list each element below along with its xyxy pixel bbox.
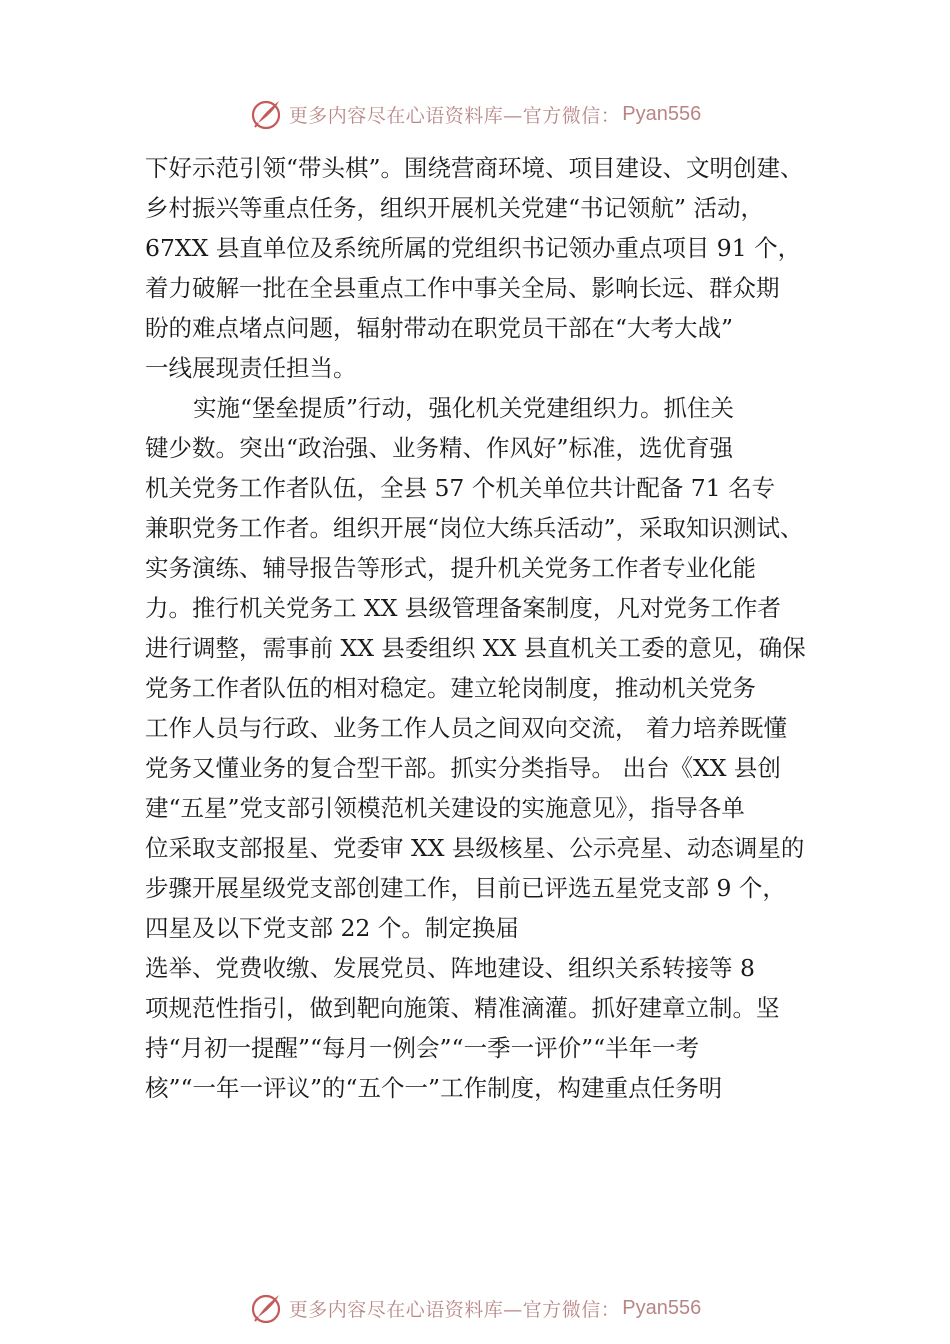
text-line: 位采取支部报星、党委审 XX 县级核星、公示亮星、动态调星的 bbox=[145, 834, 805, 862]
header-watermark bbox=[0, 94, 950, 134]
text-line: 机关党务工作者队伍，全县 57 个机关单位共计配备 71 名专 bbox=[145, 474, 776, 502]
text-line: 67XX 县直单位及系统所属的党组织书记领办重点项目 91 个， bbox=[145, 234, 802, 262]
text-line: 步骤开展星级党支部创建工作，目前已评选五星党支部 9 个， bbox=[145, 874, 786, 902]
paragraph-2 bbox=[145, 388, 835, 1108]
text-line: 实务演练、辅导报告等形式，提升机关党务工作者专业化能 bbox=[145, 554, 756, 582]
text-line: 党务工作者队伍的相对稳定。建立轮岗制度，推动机关党务 bbox=[145, 674, 756, 702]
text-line: 项规范性指引，做到靶向施策、精准滴灌。抓好建章立制。坚 bbox=[145, 994, 780, 1022]
text-line: 兼职党务工作者。组织开展“岗位大练兵活动”，采取知识测试、 bbox=[145, 514, 804, 542]
text-line: 四星及以下党支部 22 个。制定换届 bbox=[145, 914, 519, 942]
watermark-wechat-id: Pyan556 bbox=[622, 1296, 702, 1319]
text-line: 工作人员与行政、业务工作人员之间双向交流， 着力培养既懂 bbox=[145, 714, 787, 742]
text-line: 核”“一年一评议”的“五个一”工作制度，构建重点任务明 bbox=[145, 1074, 723, 1102]
paragraph-1 bbox=[145, 148, 835, 388]
text-line: 进行调整，需事前 XX 县委组织 XX 县直机关工委的意见，确保 bbox=[145, 634, 806, 662]
text-line: 力。推行机关党务工 XX 县级管理备案制度，凡对党务工作者 bbox=[145, 594, 781, 622]
text-line: 建“五星”党支部引领模范机关建设的实施意见》，指导各单 bbox=[145, 794, 745, 822]
document-body bbox=[145, 148, 835, 1108]
text-line: 党务又懂业务的复合型干部。抓实分类指导。 出台《XX 县创 bbox=[145, 754, 781, 782]
text-line: 键少数。突出“政治强、业务精、作风好”标准，选优育强 bbox=[145, 434, 734, 462]
footer-watermark bbox=[0, 1288, 950, 1328]
quill-logo-icon bbox=[249, 1291, 283, 1325]
text-line: 实施“堡垒提质”行动，强化机关党建组织力。抓住关 bbox=[193, 394, 735, 422]
text-line: 乡村振兴等重点任务，组织开展机关党建“书记领航” 活动， bbox=[145, 194, 764, 222]
text-line: 一线展现责任担当。 bbox=[145, 354, 357, 382]
watermark-wechat-id: Pyan556 bbox=[622, 102, 702, 125]
watermark-text: 更多内容尽在心语资料库—官方微信： bbox=[288, 1298, 621, 1321]
quill-logo-icon bbox=[249, 97, 283, 131]
watermark-text: 更多内容尽在心语资料库—官方微信： bbox=[288, 104, 621, 127]
text-line: 持“月初一提醒”“每月一例会”“一季一评价”“半年一考 bbox=[145, 1034, 700, 1062]
text-line: 选举、党费收缴、发展党员、阵地建设、组织关系转接等 8 bbox=[145, 954, 755, 982]
text-line: 盼的难点堵点问题，辐射带动在职党员干部在“大考大战” bbox=[145, 314, 734, 342]
text-line: 着力破解一批在全县重点工作中事关全局、影响长远、群众期 bbox=[145, 274, 780, 302]
text-line: 下好示范引领“带头棋”。围绕营商环境、项目建设、文明创建、 bbox=[145, 154, 804, 182]
